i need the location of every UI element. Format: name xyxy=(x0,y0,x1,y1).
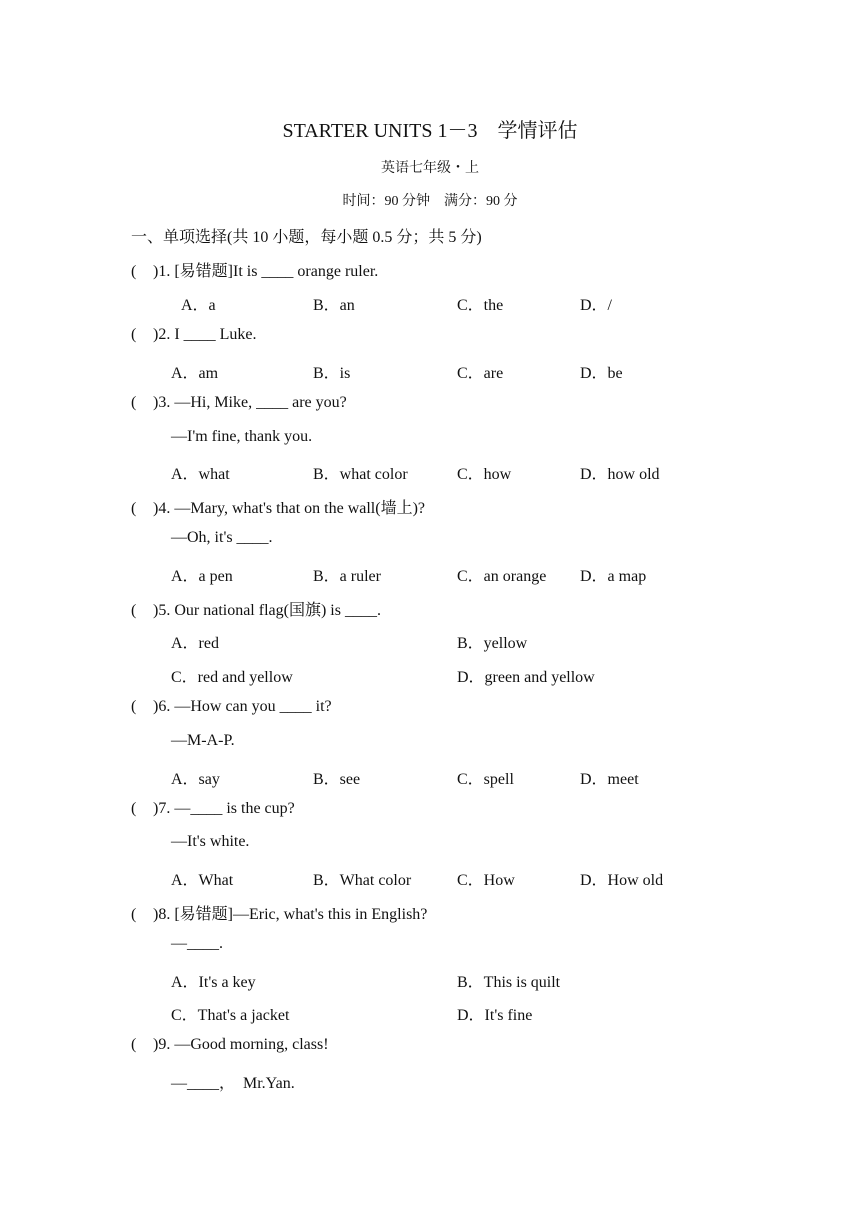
question-7-option-c: C．How xyxy=(457,872,515,889)
answer-paren: ( xyxy=(131,326,137,343)
question-8-option-c: C．That's a jacket xyxy=(171,1007,290,1024)
question-2-option-c: C．are xyxy=(457,365,504,382)
question-1-option-b: B．an xyxy=(313,297,355,314)
question-7-option-b: B．What color xyxy=(313,872,412,889)
page-title: STARTER UNITS 1－3 学情评估 xyxy=(282,120,578,142)
question-8-reply: —____. xyxy=(171,935,223,952)
question-2-option-d: D．be xyxy=(580,365,623,382)
question-1-stem: ( )1. [易错题]It is ____ orange ruler. xyxy=(131,263,379,280)
answer-paren: ( xyxy=(131,394,137,411)
answer-paren: ( xyxy=(131,906,137,923)
question-2-stem: ( )2. I ____ Luke. xyxy=(131,326,257,343)
section-heading: 一、单项选择(共 10 小题，每小题 0.5 分；共 5 分) xyxy=(131,229,482,246)
question-7-reply: —It's white. xyxy=(171,833,250,850)
question-2-option-b: B．is xyxy=(313,365,351,382)
question-1-option-d: D．/ xyxy=(580,297,613,314)
question-6-option-d: D．meet xyxy=(580,771,639,788)
answer-paren: ( xyxy=(131,263,137,280)
question-4-option-c: C．an orange xyxy=(457,568,547,585)
question-8-option-d: D．It's fine xyxy=(457,1007,533,1024)
question-4-option-d: D．a map xyxy=(580,568,647,585)
question-2-option-a: A．am xyxy=(171,365,219,382)
question-8-option-b: B．This is quilt xyxy=(457,974,561,991)
question-7-option-d: D．How old xyxy=(580,872,664,889)
question-5-option-c: C．red and yellow xyxy=(171,669,293,686)
question-9-stem: ( )9. —Good morning, class! xyxy=(131,1036,329,1053)
answer-paren: ( xyxy=(131,698,137,715)
answer-paren: ( xyxy=(131,1036,137,1053)
page-subtitle: 英语七年级・上 xyxy=(381,161,479,176)
question-3-option-c: C．how xyxy=(457,466,512,483)
question-4-option-a: A．a pen xyxy=(171,568,233,585)
question-4-stem: ( )4. —Mary, what's that on the wall(墙上)? xyxy=(131,500,426,517)
question-1-option-a: A．a xyxy=(181,297,216,314)
question-8-stem: ( )8. [易错题]—Eric, what's this in English? xyxy=(131,906,428,923)
question-5-option-a: A．red xyxy=(171,635,219,652)
question-6-reply: —M-A-P. xyxy=(171,732,235,749)
question-6-option-c: C．spell xyxy=(457,771,514,788)
question-5-option-d: D．green and yellow xyxy=(457,669,595,686)
answer-paren: ( xyxy=(131,500,137,517)
question-3-reply: —I'm fine, thank you. xyxy=(171,428,313,445)
question-6-stem: ( )6. —How can you ____ it? xyxy=(131,698,332,715)
question-4-option-b: B．a ruler xyxy=(313,568,381,585)
question-9-reply: —____， Mr.Yan. xyxy=(171,1075,295,1092)
time-info: 时间：90 分钟 满分：90 分 xyxy=(342,194,518,209)
question-3-option-b: B．what color xyxy=(313,466,408,483)
question-5-option-b: B．yellow xyxy=(457,635,528,652)
answer-paren: ( xyxy=(131,602,137,619)
question-1-option-c: C．the xyxy=(457,297,504,314)
question-6-option-b: B．see xyxy=(313,771,361,788)
question-8-option-a: A．It's a key xyxy=(171,974,256,991)
answer-paren: ( xyxy=(131,800,137,817)
question-7-stem: ( )7. —____ is the cup? xyxy=(131,800,295,817)
question-4-reply: —Oh, it's ____. xyxy=(171,529,273,546)
question-7-option-a: A．What xyxy=(171,872,234,889)
question-3-option-d: D．how old xyxy=(580,466,660,483)
question-5-stem: ( )5. Our national flag(国旗) is ____. xyxy=(131,602,381,619)
question-3-option-a: A．what xyxy=(171,466,230,483)
question-3-stem: ( )3. —Hi, Mike, ____ are you? xyxy=(131,394,347,411)
question-6-option-a: A．say xyxy=(171,771,220,788)
